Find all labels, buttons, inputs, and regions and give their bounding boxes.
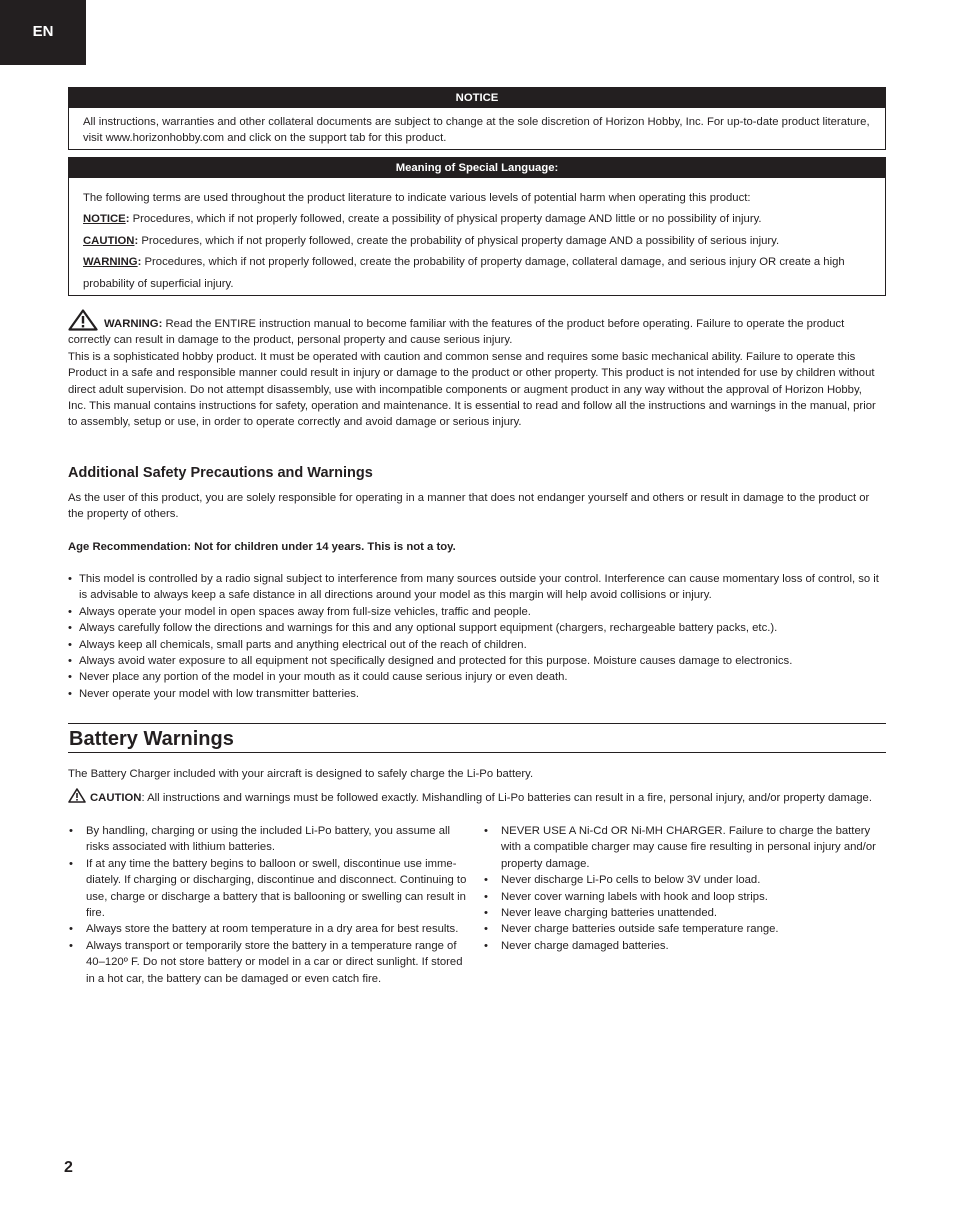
term-warning: WARNING: Procedures, which if not properly followed, create the probability of property damage, collateral damage, and serious injury OR create a high probability of superficial injury. — [83, 256, 845, 290]
term-text: Procedures, which if not properly followed, create the probability of property damage, collateral damage, and serious injury OR create a high probability of superficial injury. — [83, 256, 845, 290]
caution-triangle-icon — [68, 788, 86, 803]
age-recommendation: Age Recommendation: Not for children under 14 years. This is not a toy. — [68, 541, 456, 553]
list-item: • Never operate your model with low transmitter batteries. — [68, 686, 883, 702]
warning-paragraph: This is a sophisticated hobby product. It must be operated with caution and common sense and requires some basic mechanical ability. Failure to operate this Product in a safe and responsible manner could result in injury or damage to the product or other property. This product is not intended for use by children without direct adult supervision. Do not attempt disassembly, use with incompatible components or augment product in any way without the approval of Horizon Hobby, Inc. This manual contains instructions for safety, operation and maintenance. It is essential to read and follow all the instructions and warnings in the manual, prior to assembly, setup or use, in order to operate correctly and avoid damage or serious injury. — [68, 350, 876, 429]
battery-caution — [68, 788, 872, 806]
term-caution: CAUTION: Procedures, which if not properly followed, create the probability of physical property damage AND a possibility of serious injury. — [83, 234, 780, 247]
warning-block — [68, 309, 883, 431]
list-item: • This model is controlled by a radio signal subject to interference from many sources outside your control. Interference can cause momentary loss of control, so it is advisable to always keep a safe distance in all directions around your model as this margin will help avoid collisions or injury. — [68, 571, 883, 604]
term-label: WARNING — [83, 256, 138, 269]
list-item: • Never cover warning labels with hook and loop strips. — [483, 889, 883, 905]
list-item: • Never place any portion of the model in your mouth as it could cause serious injury or even death. — [68, 669, 883, 685]
term-text: Procedures, which if not properly followed, create a possibility of physical property damage AND little or no possibility of injury. — [129, 213, 762, 226]
warning-statement — [68, 309, 883, 349]
notice-box — [68, 87, 886, 150]
battery-section-header — [68, 723, 886, 753]
safety-heading: Additional Safety Precautions and Warnings — [68, 465, 373, 481]
term-label: CAUTION — [83, 234, 135, 247]
battery-bullets-left — [68, 823, 468, 987]
caution-label: CAUTION — [90, 792, 142, 804]
list-item: • Never charge batteries outside safe temperature range. — [483, 921, 883, 937]
list-item: • Never discharge Li-Po cells to below 3V under load. — [483, 872, 883, 888]
safety-intro: As the user of this product, you are solely responsible for operating in a manner that does not endanger yourself and others or result in damage to the product or the property of others. — [68, 492, 870, 521]
language-tab: EN — [0, 0, 86, 65]
special-language-box — [68, 157, 886, 296]
list-item: • NEVER USE A Ni-Cd OR Ni-MH CHARGER. Failure to charge the battery with a compatible charger may cause fire resulting in personal injury and/or property damage. — [483, 823, 883, 872]
warning-label: WARNING: — [104, 318, 163, 330]
notice-title: NOTICE — [69, 88, 885, 108]
caution-text: : All instructions and warnings must be followed exactly. Mishandling of Li-Po batteries can result in a fire, personal injury, and/or property damage. — [141, 792, 872, 804]
list-item: • Always store the battery at room temperature in a dry area for best results. — [68, 921, 468, 937]
safety-bullet-list — [68, 571, 883, 702]
term-notice: NOTICE: Procedures, which if not properly followed, create a possibility of physical property damage AND little or no possibility of injury. — [83, 213, 762, 226]
term-label: NOTICE — [83, 213, 126, 226]
list-item: • By handling, charging or using the included Li-Po battery, you assume all risks associated with lithium batteries. — [68, 823, 468, 856]
battery-heading: Battery Warnings — [69, 728, 234, 750]
page-number: 2 — [64, 1159, 73, 1176]
list-item: • Always carefully follow the directions and warnings for this and any optional support equipment (chargers, rechargeable battery packs, etc.). — [68, 620, 883, 636]
battery-bullets-right — [483, 823, 883, 954]
warning-text: Read the ENTIRE instruction manual to become familiar with the features of the product before operating. Failure to operate the product correctly can result in damage to the product, personal property and cause serious injury. — [68, 318, 845, 347]
list-item: • Always transport or temporarily store the battery in a temperature range of 40–120º F. Do not store battery or model in a car or direct sunlight. If stored in a hot car, the battery can be damaged or even catch fire. — [68, 938, 468, 987]
battery-intro: The Battery Charger included with your aircraft is designed to safely charge the Li-Po battery. — [68, 768, 534, 780]
list-item: • Always avoid water exposure to all equipment not specifically designed and protected for this purpose. Moisture causes damage to electronics. — [68, 653, 883, 669]
list-item: • Never leave charging batteries unattended. — [483, 905, 883, 921]
term-text: Procedures, which if not properly followed, create the probability of physical property damage AND a possibility of serious injury. — [138, 234, 780, 247]
special-language-intro: The following terms are used throughout the product literature to indicate various levels of potential harm when operating this product: — [83, 192, 751, 204]
special-language-title: Meaning of Special Language: — [69, 158, 885, 178]
list-item: • Never charge damaged batteries. — [483, 938, 883, 954]
list-item: • Always operate your model in open spaces away from full-size vehicles, traffic and people. — [68, 604, 883, 620]
list-item: • If at any time the battery begins to balloon or swell, discontinue use imme-diately. If charging or discharging, discontinue and disconnect. Continuing to use, charge or discharge a battery that is ballooning or swelling can result in fire. — [68, 856, 468, 922]
list-item: • Always keep all chemicals, small parts and anything electrical out of the reach of children. — [68, 637, 883, 653]
warning-triangle-icon — [68, 309, 98, 331]
notice-body: All instructions, warranties and other collateral documents are subject to change at the sole discretion of Horizon Hobby, Inc. For up-to-date product literature, visit www.horizonhobby.com and click on the support tab for this product. — [83, 116, 870, 145]
